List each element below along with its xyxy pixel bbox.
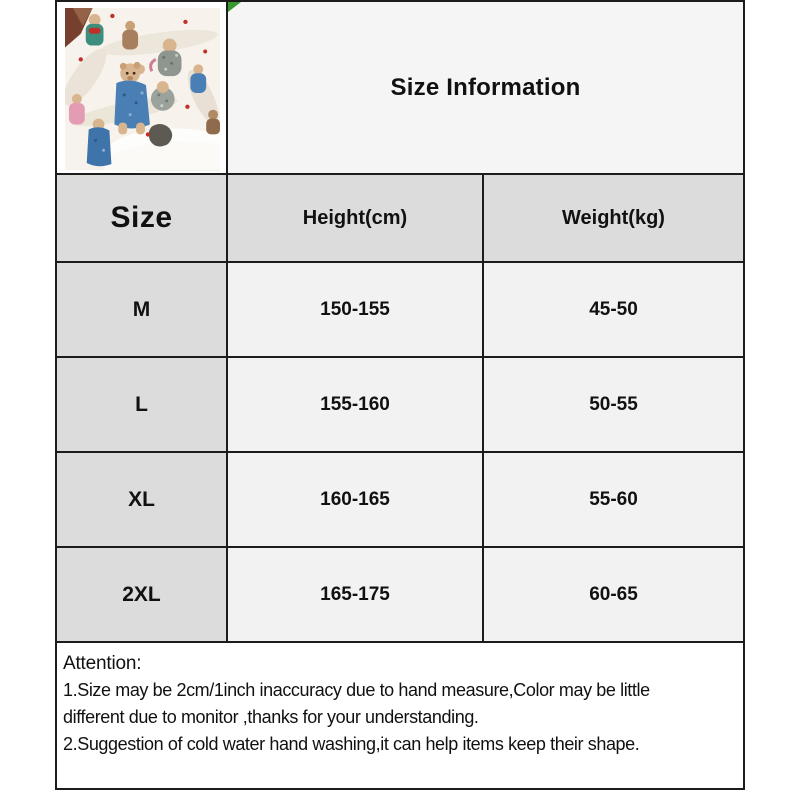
product-photo bbox=[65, 7, 220, 171]
row-m-size-label: M bbox=[57, 263, 228, 358]
row-2xl-height-value: 165-175 bbox=[228, 548, 484, 643]
size-information-table bbox=[55, 0, 745, 790]
row-2xl-weight-value: 60-65 bbox=[484, 548, 743, 643]
column-header-size: Size bbox=[57, 175, 228, 263]
row-xl-weight-value: 55-60 bbox=[484, 453, 743, 548]
row-m-weight-value: 45-50 bbox=[484, 263, 743, 358]
row-l-size-label: L bbox=[57, 358, 228, 453]
size-information-header bbox=[228, 2, 743, 175]
row-xl-height-value: 160-165 bbox=[228, 453, 484, 548]
attention-notes bbox=[57, 643, 743, 788]
attention-line-2: different due to monitor ,thanks for your understanding. bbox=[63, 707, 479, 727]
attention-line-1: 1.Size may be 2cm/1inch inaccuracy due to hand measure,Color may be little bbox=[63, 680, 650, 700]
column-header-weight: Weight(kg) bbox=[484, 175, 743, 263]
attention-heading: Attention: bbox=[63, 653, 142, 674]
row-xl-size-label: XL bbox=[57, 453, 228, 548]
row-l-weight-value: 50-55 bbox=[484, 358, 743, 453]
page-title: Size Information bbox=[390, 73, 581, 101]
product-photo-cell bbox=[57, 2, 228, 175]
row-2xl-size-label: 2XL bbox=[57, 548, 228, 643]
row-m-height-value: 150-155 bbox=[228, 263, 484, 358]
attention-line-3: 2.Suggestion of cold water hand washing,it can help items keep their shape. bbox=[63, 734, 640, 754]
green-corner-marker-icon bbox=[228, 2, 241, 12]
row-l-height-value: 155-160 bbox=[228, 358, 484, 453]
column-header-height: Height(cm) bbox=[228, 175, 484, 263]
